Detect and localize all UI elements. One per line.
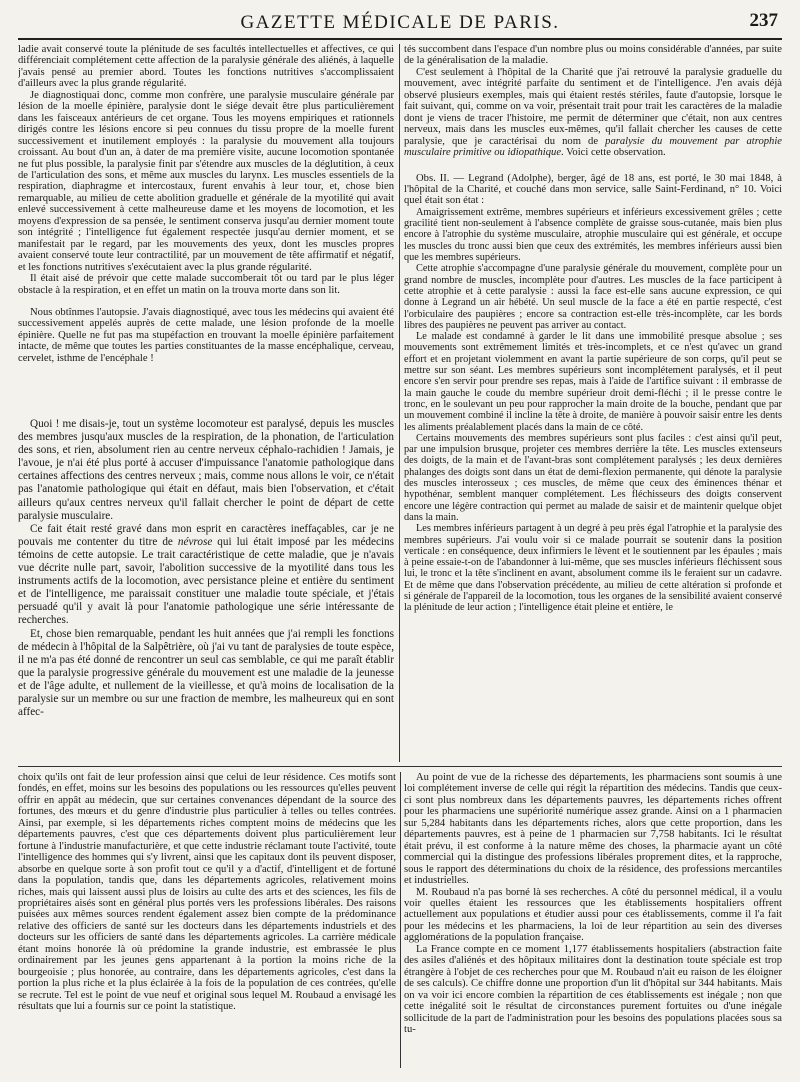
paragraph — [18, 523, 394, 628]
observation-heading: Obs. II. — Legrand (Adolphe), berger, âgé de 18 ans, est porté, le 30 mai 1848, à l'hôpital de la Charité, et couché dans mon service, salle Saint-Ferdinand, n° 10. Voici quel était son état : — [404, 172, 782, 207]
section-rule — [18, 766, 782, 767]
observation-body — [404, 207, 782, 614]
bottom-left-column — [18, 772, 396, 1068]
paragraph: Amaigrissement extrême, membres supérieurs et inférieurs excessivement grêles ; cette gracilité tient non-seulement à l'absence complète de graisse sous-cutanée, mais bien plus encore à l'atrophie du système musculaire, atrophie musculaire qui est générale, et occupe les muscles du tronc aussi bien que ceux des extrémités, les membres inférieurs aussi bien que les membres supérieurs. — [404, 206, 782, 264]
header-rule — [18, 38, 782, 40]
paragraph: Nous obtînmes l'autopsie. J'avais diagnostiqué, avec tous les médecins qui avaient été successivement appelés auprès de cette malade, une lésion profonde de la moelle épinière. Quelle ne fut pas ma stupéfaction en trouvant la moelle épinière parfaitement intacte, de même que toutes les parties constituantes de la masse encéphalique, cerveau, cervelet, isthme de l'encéphale ! — [18, 306, 394, 364]
paragraph: Et, chose bien remarquable, pendant les huit années que j'ai rempli les fonctions de médecin à l'hôpital de la Salpêtrière, où j'ai vu tant de paralysies de toute espèce, il ne m'a pas été donné de rencontrer un seul cas semblable, ce qui me paraît établir que la paralysie progressive générale du mouvement est une maladie de la jeunesse et de l'âge adulte, et nullement de la vieillesse, et qu'à moins de localisation de la paralysie sur un membre ou sur une fraction de membre, les malheureux qui en sont affec- — [18, 627, 394, 719]
spacer — [404, 159, 782, 173]
page-number: 237 — [749, 10, 778, 31]
right-column — [404, 44, 782, 762]
text-run: qui lui était imposé par les médecins témoins de cette autopsie. Le trait caractéristique de cette maladie, que je n'avais vue décrite nulle part, savoir, l'abolition successive de la myotilité dans tous les instruments actifs de la locomotion, avec persistance pleine et entière du sentiment et de l'intelligence, me paraissait constituer une maladie toute spéciale, et j'étais persuadé qu'il y avait là pour l'anatomie pathologique une série intéressante de recherches. — [18, 535, 394, 627]
paragraph: Au point de vue de la richesse des départements, les pharmaciens sont soumis à une loi complétement inverse de celle qui régit la répartition des médecins. Tandis que ceux-ci sont plus nombreux dans les départements pauvres, les départements riches offrent pour les pharmaciens une supériorité numérique assez grande. Ainsi on a 1 pharmacien sur 5,284 habitants dans les départements riches, alors que cette proportion, dans les départements pauvres, est à peine de 1 pharmacien sur 7,758 habitants. Ici le résultat était prévu, il est conforme à la nature même des choses, la pharmacie ayant un côté commercial qui la distingue des professions libérales proprement dites, et la rapproche, sous le rapport des déterminations du choix de la résidence, des professions mercantiles et industrielles. — [404, 772, 782, 887]
spacer — [18, 296, 394, 307]
paragraph: Certains mouvements des membres supérieurs sont plus faciles : c'est ainsi qu'il peut, par une impulsion brusque, projeter ces membres derrière la tête. Les muscles extenseurs des doigts, de la main et de l'avant-bras sont complétement paralysés ; les deux dernières phalanges des doigts sont dans un état de demi-flexion permanente, qui dénote la paralysie des muscles interosseux ; ces muscles, de même que ceux des éminences thénar et hypothénar, semblent manquer complétement. Les fléchisseurs des doigts conservent encore une légère contraction qui permet au malade de saisir et de maintenir quelque objet dans la main. — [404, 432, 782, 523]
paragraph: Je diagnostiquai donc, comme mon confrère, une paralysie musculaire générale par lésion de la moelle épinière, paralysie dont le siége devait être plus particulièrement dans les faisceaux antérieurs de cet organe. Tous les moyens empiriques et rationnels dirigés contre les lésions encore si peu connues du tissu propre de la moelle furent successivement et inutilement employés : la paralysie du mouvement alla toujours croissant. Au bout d'un an, à dater de ma première visite, aucune locomotion spontanée ne fut plus possible, la paralysie finit par s'étendre aux muscles de la déglutition, à ceux de l'articulation des sons, et même aux muscles du larynx. Les muscles essentiels de la respiration, diaphragme et intercostaux, furent envahis à leur tour, et, chose bien remarquable, au milieu de cette abolition graduelle et générale de la myotilité qui avait enlevé successivement à cette malheureuse dame et les moyens de locomotion, et les moyens d'expression de sa pensée, le sentiment conserva jusqu'au dernier moment toute son intégrité ; l'intelligence fut également respectée jusqu'au dernier moment, et se manifestait par le regard, par les mouvements des yeux, dont les muscles propres avaient conservé toute leur contractilité, par un mouvement de tête affirmatif et négatif, et les fonctions nutritives s'exécutaient avec la plus grande régularité. — [18, 89, 394, 273]
paragraph: Cette atrophie s'accompagne d'une paralysie générale du mouvement, complète pour un grand nombre de muscles, incomplète pour d'autres. Les muscles de la face participent à cette atrophie et à cette paralysie : aussi la face est-elle sans aucune expression, ce qui donne à Legrand un air hébété. Un seul muscle de la face a été en partie respecté, c'est l'orbiculaire des paupières ; encore sa contraction est-elle très-incomplète, car les bords libres des paupières ne peuvent pas arriver au contact. — [404, 263, 782, 331]
left-column-middle — [18, 418, 394, 762]
left-column-top — [18, 44, 394, 412]
paragraph: Les membres inférieurs partagent à un degré à peu près égal l'atrophie et la paralysie des membres supérieurs. J'ai voulu voir si ce malade pourrait se soutenir dans la position verticale : en conséquence, deux infirmiers le lèvent et le soutiennent par les épaules ; mais à peine essaie-t-on de l'abandonner à lui-même, que ses muscles inférieurs fléchissent sous lui, le tronc et la tête s'inclinent en avant, absolument comme ils le feraient sur un cadavre. Et de même que dans l'observation précédente, au milieu de cette altération si profonde et si générale de l'appareil de la locomotion, tous les organes de la sensibilité avaient conservé la plénitude de leur action ; l'intelligence était pleine et entière, le — [404, 523, 782, 614]
bottom-right-column — [404, 772, 782, 1068]
column-divider — [400, 772, 401, 1068]
paragraph: choix qu'ils ont fait de leur profession ainsi que celui de leur résidence. Ces motifs sont fondés, en effet, moins sur les besoins des populations ou les ressources qu'elles peuvent offrir en appât au médecin, que sur certaines convenances dépendant de la source des fortunes, des mœurs et du genre d'industrie plus particulier à telles ou telles contrées. Ainsi, par exemple, si les départements riches comptent moins de médecins que les départements pauvres, c'est que ces départements doivent plus particulièrement leur fortune à l'industrie manufacturière, et que cette industrie réclamant toute l'activité, toute l'intelligence des hommes qui s'y livrent, ainsi que les capitaux dont ils peuvent disposer, absorbe en quelque sorte à son profit tout ce qu'il y a d'actif, d'intelligent et de fortuné dans la population, tandis que, dans les départements agricoles, relativement moins riches, mais qui laissent aussi plus de loisirs au culte des arts et des sciences, les fils de propriétaires aisés sont en général plus portés vers les professions libérales. Des raisons puisées aux mêmes sources rendent également assez bien compte de la prédominance relative des officiers de santé sur les docteurs dans les départements industriels et des docteurs sur les officiers de santé dans les départements agricoles. La carrière médicale étant moins honorée là où prédomine la grande industrie, est embrassée le plus ordinairement par les jeunes gens appartenant à la portion la moins riche de la bourgeoisie ; plus honorée, au contraire, dans les départements agricoles, c'est dans la portion la plus riche et la plus éclairée à la fois de la population de ces contrées, qu'elle se recrute. Tel est le point de vue neuf et original sous lequel M. Roubaud a envisagé les résultats que lui a fournis sur ce point la statistique. — [18, 772, 396, 1013]
paragraph: M. Roubaud n'a pas borné là ses recherches. A côté du personnel médical, il a voulu voir quelles étaient les ressources que les établissements hospitaliers offrent actuellement aux populations et étudier aussi pour ces établissements, comme il l'a fait pour les médecins et les pharmaciens, la loi de leur répartition au sein des diverses agglomérations de la population française. — [404, 886, 782, 944]
italic-term: névrose — [177, 535, 213, 548]
paragraph — [404, 67, 782, 159]
page-header — [18, 8, 782, 38]
italic-term: paralysie du mouvement par atrophie musculaire primitive ou idiopathique — [404, 135, 782, 159]
paragraph: La France compte en ce moment 1,177 établissements hospitaliers (abstraction faite des asiles d'aliénés et des hôpitaux militaires dont la destination toute spéciale est trop étrangère à l'objet de ces recherches pour que M. Roubaud n'ait eu raison de les éloigner de ses calculs). Ce chiffre donne une proportion d'un lit d'hôpital sur 344 habitants. Mais on va voir ici encore combien la répartition de ces établissements est inégale ; non que cette inégalité soit le résultat de circonstances purement fortuites ou d'une inégale sollicitude de la part de l'administration pour les besoins des populations placées sous sa tu- — [404, 943, 782, 1035]
paragraph: tés succombent dans l'espace d'un nombre plus ou moins considérable d'années, par suite de la généralisation de la maladie. — [404, 44, 782, 67]
column-divider — [399, 44, 400, 762]
paragraph: Quoi ! me disais-je, tout un système locomoteur est paralysé, depuis les muscles des membres jusqu'aux muscles de la respiration, de la phonation, de l'articulation des sons, et rien, absolument rien au centre nerveux céphalo-rachidien ! Jamais, je l'avoue, je n'ai été plus porté à accuser d'impuissance l'anatomie pathologique dans certaines affections des centres nerveux ; mais, comme nous allons le voir, ce n'était pas l'anatomie pathologique qui était en défaut, mais bien l'observation, et c'était ailleurs qu'aux centres nerveux qu'il fallait chercher le point de départ de cette paralysie musculaire. — [18, 418, 394, 522]
text-run: . Voici cette observation. — [561, 147, 666, 159]
journal-title: GAZETTE MÉDICALE DE PARIS. — [240, 12, 560, 33]
paragraph: Le malade est condamné à garder le lit dans une immobilité presque absolue ; ses mouvements sont extrêmement limités et très-incomplets, et ce n'est qu'avec un grand effort et en projetant violemment en avant la partie supérieure de son corps, qu'il peut se mettre sur son séant. Les membres supérieurs sont incomplétement paralysés, et il peut encore s'en servir pour prendre ses repas, mais à l'aide de l'artifice suivant : il embrasse de la main gauche le coude du membre supérieur droit demi-fléchi ; il le presse contre le tronc, en le soulevant un peu pour rapprocher la main droite de la bouche, pendant que par un mouvement combiné il incline la tête à droite, de manière à pouvoir saisir entre les dents les aliments préalablement placés dans la main de ce côté. — [404, 331, 782, 433]
paragraph: ladie avait conservé toute la plénitude de ses facultés intellectuelles et affectives, ce qui différenciait complétement cette affection de la paralysie générale des aliénés, à laquelle j'avais pensé au premier abord. Toutes les fonctions nutritives s'accomplissaient d'ailleurs avec la plus grande régularité. — [18, 44, 394, 90]
paragraph: Il était aisé de prévoir que cette malade succomberait tôt ou tard par le plus léger obstacle à la respiration, et en effet un matin on la trouva morte dans son lit. — [18, 273, 394, 296]
text-run: C'est seulement à l'hôpital de la Charité que j'ai retrouvé la paralysie graduelle du mouvement, avec intégrité parfaite du sentiment et de l'intelligence. J'en avais déjà observé plusieurs exemples, mais qui étaient restés stériles, faute d'autopsie, lorsque le fait suivant, qui, comme on va voir, présentait trait pour trait les caractères de la maladie dont je viens de tracer l'histoire, me permit de déterminer que c'était, non aux centres nerveux, mais dans les muscles eux-mêmes, qu'il fallait chercher les causes de cette paralysie, que je caractérisai du nom de — [404, 66, 782, 147]
text-run: Ce fait était resté gravé dans mon esprit en caractères ineffaçables, car je ne pouvais me contenter du titre de — [18, 522, 394, 548]
